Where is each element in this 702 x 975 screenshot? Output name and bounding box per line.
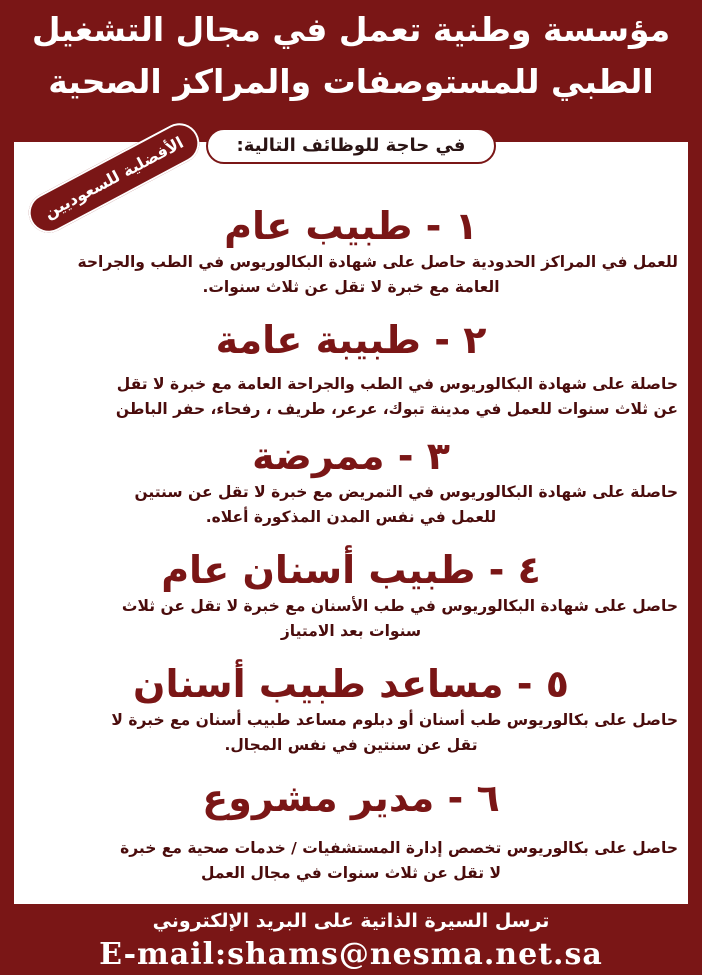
job-description-line: عن ثلاث سنوات للعمل في مدينة تبوك، عرعر، طريف ، رفحاء، حفر الباطن xyxy=(115,400,678,418)
job-title: ٢ - طبيبة عامة xyxy=(215,318,487,362)
job-title: ١ - طبيب عام xyxy=(224,204,478,248)
job-description-line: لا تقل عن ثلاث سنوات في مجال العمل xyxy=(201,864,501,882)
job-description xyxy=(18,480,684,530)
job-description-line: العامة مع خبرة لا تقل عن ثلاث سنوات. xyxy=(202,278,500,296)
job-item-4 xyxy=(18,546,684,644)
job-description xyxy=(18,250,684,300)
header-line-1: مؤسسة وطنية تعمل في مجال التشغيل xyxy=(31,10,671,49)
job-description xyxy=(18,372,684,422)
job-description-line: للعمل في المراكز الحدودية حاصل على شهادة البكالوريوس في الطب والجراحة xyxy=(77,253,678,271)
saudi-preference-badge: الأفضلية للسعوديين xyxy=(22,116,207,240)
job-description-line: حاصل على بكالوريوس تخصص إدارة المستشفيات / خدمات صحية مع خبرة xyxy=(120,839,678,857)
send-cv-instruction: ترسل السيرة الذاتية على البريد الإلكتروني xyxy=(152,910,550,932)
ad-footer xyxy=(0,904,702,975)
job-description-line: سنوات بعد الامتياز xyxy=(280,622,422,640)
contact-email: E-mail:shams@nesma.net.sa xyxy=(99,937,603,972)
job-description-line: حاصلة على شهادة البكالوريوس في الطب والجراحة العامة مع خبرة لا تقل xyxy=(116,375,678,393)
job-description xyxy=(18,594,684,644)
job-description-line: للعمل في نفس المدن المذكورة أعلاه. xyxy=(205,508,497,526)
ad-header xyxy=(0,0,702,118)
job-title: ٦ - مدير مشروع xyxy=(202,776,500,820)
job-description xyxy=(18,836,684,886)
job-item-6 xyxy=(18,774,684,886)
job-description-line: حاصلة على شهادة البكالوريوس في التمريض مع خبرة لا تقل عن سنتين xyxy=(134,483,678,501)
job-item-1 xyxy=(18,202,684,300)
job-item-3 xyxy=(18,432,684,530)
intro-label: في حاجة للوظائف التالية: xyxy=(206,128,496,164)
job-item-2 xyxy=(18,316,684,422)
job-item-5 xyxy=(18,660,684,758)
job-title: ٣ - ممرضة xyxy=(252,434,450,478)
header-line-2: الطبي للمستوصفات والمراكز الصحية xyxy=(48,62,654,101)
job-description xyxy=(18,708,684,758)
job-title: ٤ - طبيب أسنان عام xyxy=(161,548,541,592)
job-description-line: تقل عن سنتين في نفس المجال. xyxy=(224,736,478,754)
job-description-line: حاصل على شهادة البكالوريوس في طب الأسنان مع خبرة لا تقل عن ثلاث xyxy=(121,597,678,615)
job-title: ٥ - مساعد طبيب أسنان xyxy=(133,662,569,706)
job-description-line: حاصل على بكالوريوس طب أسنان أو دبلوم مساعد طبيب أسنان مع خبرة لا xyxy=(111,711,678,729)
